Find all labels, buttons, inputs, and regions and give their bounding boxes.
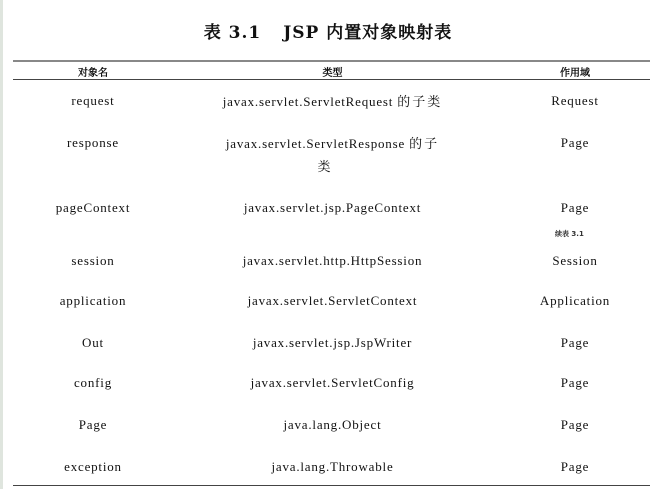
- header-object-name: 对象名: [78, 68, 108, 79]
- row-application-type: javax.servlet.ServletContext: [247, 293, 418, 308]
- top-rule: [13, 60, 650, 62]
- left-edge-strip: [0, 0, 3, 489]
- row-response-type: [160, 133, 505, 152]
- row-config-name: config: [73, 375, 112, 390]
- row-page-type: java.lang.Object: [283, 417, 382, 432]
- row-response-name: response: [67, 135, 119, 150]
- row-pagecontext-scope: Page: [560, 200, 590, 215]
- row-config-scope: Page: [560, 375, 590, 390]
- row-session-scope: Session: [552, 253, 598, 268]
- row-request-type: [160, 91, 505, 110]
- table-title-text: JSP 内置对象映射表: [283, 23, 453, 43]
- table-title: [0, 18, 656, 43]
- row-response-type-suffix: 的子: [409, 137, 440, 152]
- continuation-note: 续表 3.1: [555, 230, 584, 238]
- row-config-type: javax.servlet.ServletConfig: [250, 375, 415, 390]
- row-request-type-class: javax.servlet.ServletRequest: [222, 94, 394, 109]
- row-response-type-wrap: 类: [317, 160, 333, 175]
- row-request-type-suffix: 的子类: [397, 95, 443, 110]
- row-exception-name: exception: [64, 459, 122, 474]
- row-out-type: javax.servlet.jsp.JspWriter: [252, 335, 413, 350]
- row-session-name: session: [71, 253, 115, 268]
- row-application-scope: Application: [539, 293, 611, 308]
- header-scope: 作用域: [560, 68, 590, 79]
- row-page-name: Page: [78, 417, 108, 432]
- row-out-name: Out: [82, 335, 104, 350]
- row-request-name: request: [71, 93, 115, 108]
- row-response-scope: Page: [560, 135, 590, 150]
- row-application-name: application: [59, 293, 127, 308]
- row-out-scope: Page: [560, 335, 590, 350]
- row-exception-scope: Page: [560, 459, 590, 474]
- header-type: 类型: [322, 68, 343, 79]
- row-request-scope: Request: [551, 93, 599, 108]
- row-exception-type: java.lang.Throwable: [271, 459, 394, 474]
- header-rule: [13, 79, 650, 80]
- row-pagecontext-type: javax.servlet.jsp.PageContext: [243, 200, 422, 215]
- row-session-type: javax.servlet.http.HttpSession: [242, 253, 423, 268]
- row-response-type-class: javax.servlet.ServletResponse: [225, 136, 406, 151]
- table-number: 表 3.1: [203, 23, 262, 43]
- bottom-rule: [13, 485, 650, 486]
- row-page-scope: Page: [560, 417, 590, 432]
- row-pagecontext-name: pageContext: [55, 200, 131, 215]
